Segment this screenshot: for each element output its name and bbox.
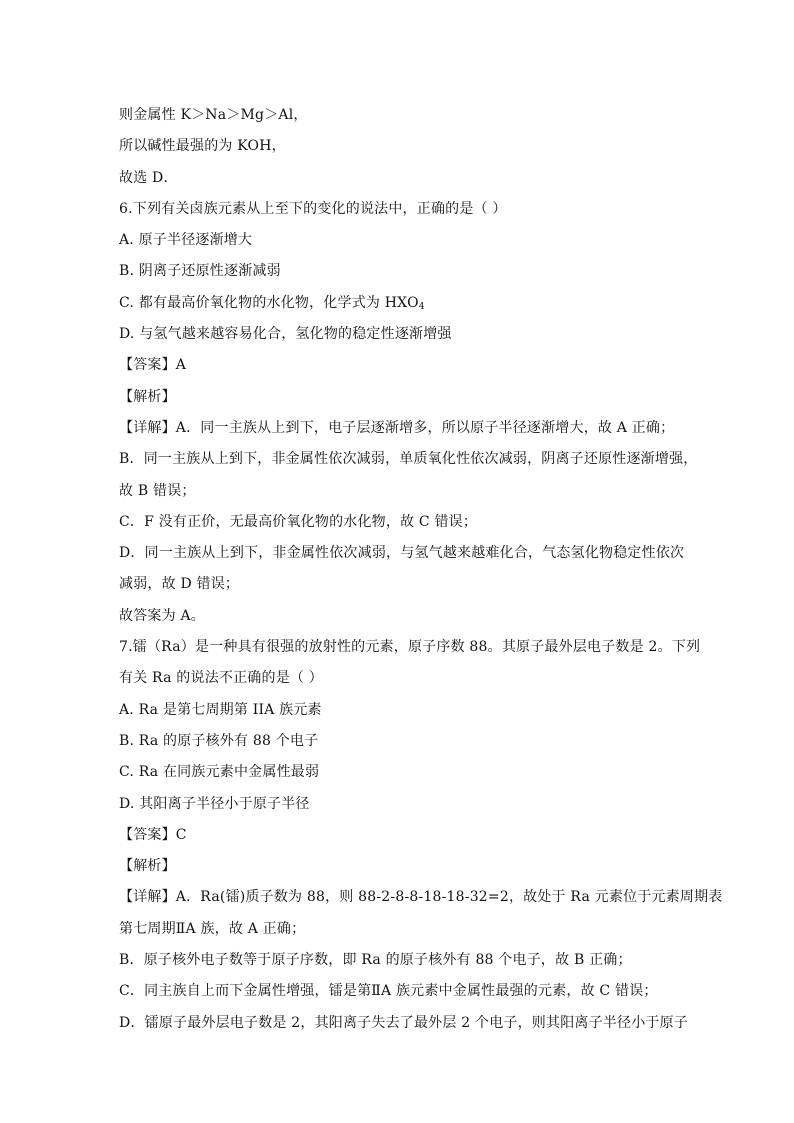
document-page	[119, 100, 723, 1039]
explanation-line: B．同一主族从上到下，非金属性依次减弱，单质氧化性依次减弱，阴离子还原性逐渐增强，	[119, 451, 698, 468]
explanation-line: C．同主族自上而下金属性增强，镭是第ⅡA 族元素中金属性最强的元素，故 C 错误；	[119, 983, 658, 1000]
formula-subscript: 4	[418, 301, 425, 312]
question-6-stem: 6.下列有关卤族元素从上至下的变化的说法中，正确的是（ ）	[119, 200, 507, 217]
text-line: 则金属性 K＞Na＞Mg＞Al，	[119, 107, 308, 123]
explanation-line: 【详解】A．同一主族从上到下，电子层逐渐增多，所以原子半径逐渐增大，故 A 正确；	[119, 419, 675, 436]
explanation-line: D．镭原子最外层电子数是 2，其阳离子失去了最外层 2 个电子，则其阳离子半径小于原子	[119, 1014, 688, 1031]
explanation-line: 第七周期ⅡA 族，故 A 正确；	[119, 920, 306, 937]
answer-label: 【答案】A	[119, 357, 187, 374]
analysis-label: 【解析】	[119, 858, 176, 875]
text-line: 所以碱性最强的为 KOH，	[119, 138, 286, 155]
explanation-line: 【详解】A．Ra(镭)质子数为 88，则 88-2-8-8-18-18-32=2，故处于 Ra 元素位于元素周期表	[119, 889, 723, 906]
question-7-stem: 7.镭（Ra）是一种具有很强的放射性的元素，原子序数 88。其原子最外层电子数是 2。下列	[119, 639, 701, 656]
analysis-label: 【解析】	[119, 388, 176, 405]
question-7-option-d: D. 其阳离子半径小于原子半径	[119, 795, 310, 812]
question-6-option-a: A. 原子半径逐渐增大	[119, 232, 253, 249]
explanation-line: D．同一主族从上到下，非金属性依次减弱，与氢气越来越难化合，气态氢化物稳定性依次	[119, 545, 685, 562]
question-7-stem-cont: 有关 Ra 的说法不正确的是（ ）	[119, 670, 323, 687]
question-7-option-a: A. Ra 是第七周期第 IIA 族元素	[119, 701, 322, 718]
explanation-line: B．原子核外电子数等于原子序数，即 Ra 的原子核外有 88 个电子，故 B 正确；	[119, 952, 632, 969]
question-6-option-d: D. 与氢气越来越容易化合，氢化物的稳定性逐渐增强	[119, 326, 452, 343]
text-line: 故选 D．	[119, 169, 178, 186]
question-7-option-c: C. Ra 在同族元素中金属性最弱	[119, 764, 320, 781]
question-6-option-b: B. 阴离子还原性逐渐减弱	[119, 263, 281, 280]
question-7-option-b: B. Ra 的原子核外有 88 个电子	[119, 732, 319, 749]
question-6-option-c	[119, 288, 679, 319]
explanation-line: 故答案为 A。	[119, 607, 205, 624]
explanation-line: 故 B 错误；	[119, 482, 196, 499]
explanation-line: 减弱，故 D 错误；	[119, 576, 240, 593]
option-c-text: C. 都有最高价氧化物的水化物，化学式为 HXO	[119, 294, 419, 311]
explanation-line: C．F 没有正价，无最高价氧化物的水化物，故 C 错误；	[119, 513, 478, 530]
answer-label: 【答案】C	[119, 826, 187, 843]
